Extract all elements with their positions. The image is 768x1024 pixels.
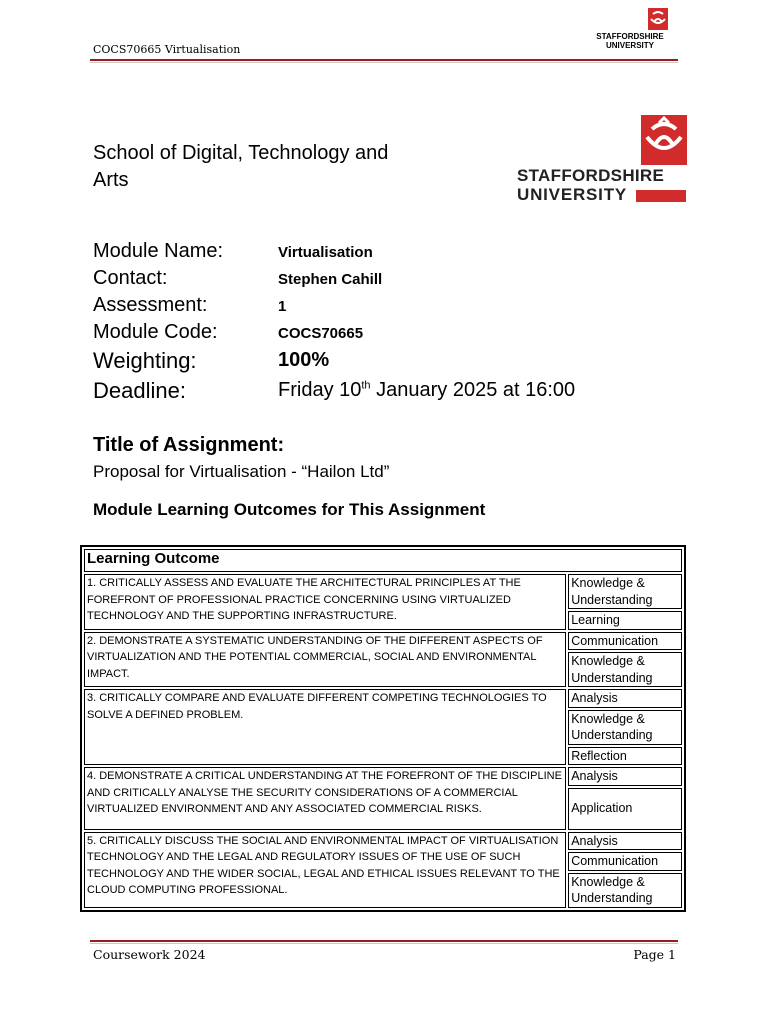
header-module-ref: COCS70665 Virtualisation <box>93 43 241 56</box>
logo-bar <box>636 190 686 202</box>
weighting-label: Weighting: <box>93 348 197 373</box>
deadline-time: January 2025 at 16:00 <box>370 379 576 401</box>
weighting-value: 100% <box>278 349 330 371</box>
assignment-title: Proposal for Virtualisation - “Hailon Ltd” <box>93 462 390 481</box>
learning-outcomes-table <box>80 545 686 912</box>
logo-line1: STAFFORDSHIRE <box>517 166 665 185</box>
deadline-date: Friday 10 <box>278 379 362 401</box>
outcome-text: 4. DEMONSTRATE A CRITICAL UNDERSTANDING AT THE FOREFRONT OF THE DISCIPLINE AND CRITICALLY ANALYSE THE SECURITY CONSIDERATIONS OF A COMMERCIAL VIRTUALIZED ENVIRONMENT AND ANY ASSOCIATED COMMERCIAL RISKS. <box>84 767 566 830</box>
assessment-value: 1 <box>278 298 287 315</box>
logo-line2: UNIVERSITY <box>517 185 628 204</box>
contact-label: Contact: <box>93 267 168 289</box>
module-name-value: Virtualisation <box>278 244 373 261</box>
knot-icon <box>641 115 687 165</box>
outcome-text: 3. CRITICALLY COMPARE AND EVALUATE DIFFERENT COMPETING TECHNOLOGIES TO SOLVE A DEFINED PROBLEM. <box>84 689 566 765</box>
contact-value: Stephen Cahill <box>278 271 383 288</box>
assessment-label: Assessment: <box>93 294 208 316</box>
school-name: School of Digital, Technology and Arts <box>93 142 389 191</box>
learning-outcomes-heading: Module Learning Outcomes for This Assignment <box>93 500 486 519</box>
outcome-tag: Knowledge & Understanding <box>568 710 682 745</box>
outcome-text: 1. CRITICALLY ASSESS AND EVALUATE THE ARCHITECTURAL PRINCIPLES AT THE FOREFRONT OF PROFESSIONAL PRACTICE CONCERNING USING VIRTUALIZED TECHNOLOGY AND THE SUPPORTING INFRASTRUCTURE. <box>84 574 566 630</box>
header-rule <box>90 59 678 63</box>
outcome-text: 2. DEMONSTRATE A SYSTEMATIC UNDERSTANDING OF THE DIFFERENT ASPECTS OF VIRTUALIZATION AND THE POTENTIAL COMMERCIAL, SOCIAL AND ENVIRONMENTAL IMPACT. <box>84 632 566 688</box>
footer-rule <box>90 940 678 944</box>
page-number: Page 1 <box>633 947 676 962</box>
outcome-tag: Communication <box>568 632 682 651</box>
outcome-tag: Reflection <box>568 747 682 766</box>
deadline-label: Deadline: <box>93 378 186 403</box>
module-code-label: Module Code: <box>93 321 218 343</box>
deadline-value <box>278 379 575 402</box>
assignment-title-label: Title of Assignment: <box>93 434 285 456</box>
outcome-tag: Knowledge & Understanding <box>568 873 682 908</box>
outcome-tag: Learning <box>568 611 682 630</box>
header-logo-line1: STAFFORDSHIRE <box>596 32 664 41</box>
outcome-tag: Application <box>568 788 682 830</box>
outcome-tag: Knowledge & Understanding <box>568 574 682 609</box>
outcome-tag: Knowledge & Understanding <box>568 652 682 687</box>
header-logo <box>590 8 670 54</box>
header-logo-line2: UNIVERSITY <box>605 41 654 50</box>
module-code-value: COCS70665 <box>278 325 364 342</box>
module-name-label: Module Name: <box>93 240 224 262</box>
outcome-text: 5. CRITICALLY DISCUSS THE SOCIAL AND ENVIRONMENTAL IMPACT OF VIRTUALISATION TECHNOLOGY AND THE LEGAL AND REGULATORY ISSUES OF THE USE OF SUCH TECHNOLOGY AND THE WIDER SOCIAL, LEGAL AND ETHICAL ISSUES RELEVANT TO THE CLOUD COMPUTING PROFESSIONAL. <box>84 832 566 908</box>
knot-icon <box>590 8 670 32</box>
outcome-tag: Analysis <box>568 689 682 708</box>
deadline-suffix: th <box>361 379 371 392</box>
university-logo <box>517 115 687 205</box>
outcome-tag: Analysis <box>568 832 682 851</box>
outcome-tag: Communication <box>568 852 682 871</box>
table-header: Learning Outcome <box>84 549 682 572</box>
footer-label: Coursework 2024 <box>93 947 206 962</box>
outcome-tag: Analysis <box>568 767 682 786</box>
